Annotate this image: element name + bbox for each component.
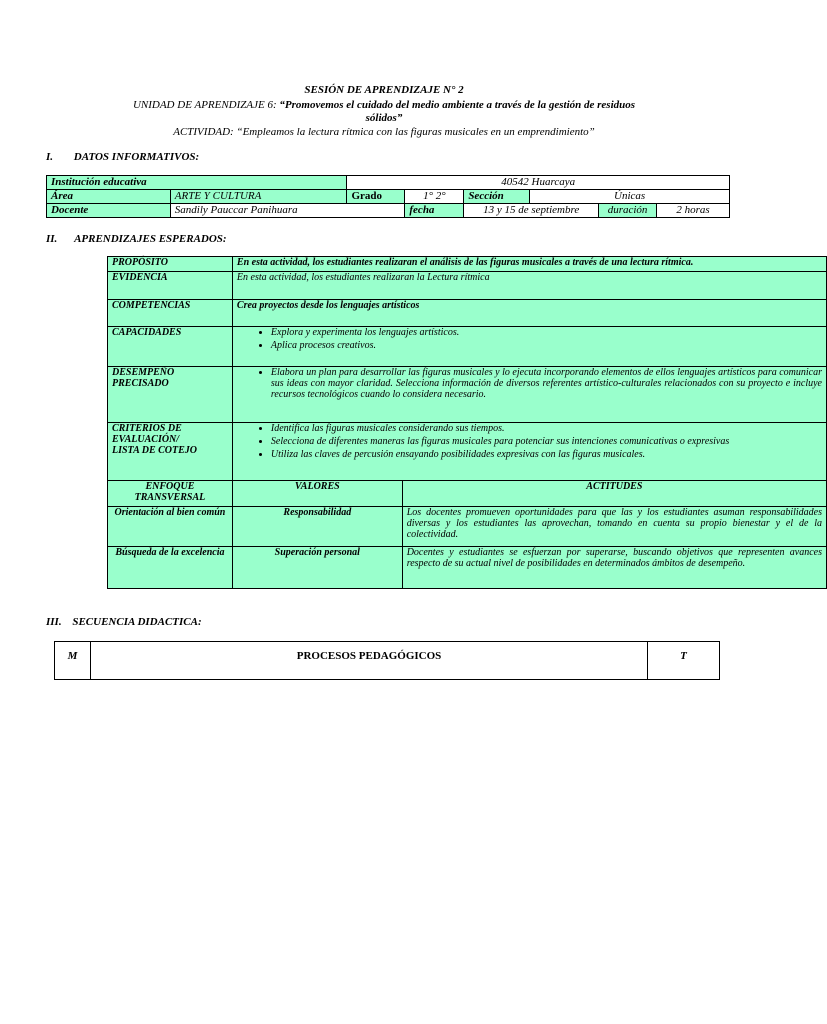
- docente-label: Docente: [47, 204, 171, 218]
- evidencia-value: En esta actividad, los estudiantes realizaran la Lectura rítmica: [232, 272, 826, 300]
- actitudes-header: ACTITUDES: [402, 481, 826, 507]
- evidencia-label: EVIDENCIA: [108, 272, 233, 300]
- unit-prefix: UNIDAD DE APRENDIZAJE 6:: [132, 99, 277, 111]
- valores-header: VALORES: [232, 481, 402, 507]
- competencias-label: COMPETENCIAS: [108, 300, 233, 327]
- desempeno-label-line: DESEMPEÑO: [112, 367, 175, 378]
- session-title: SESIÓN DE APRENDIZAJE N° 2: [304, 84, 464, 96]
- activity-name: “Empleamos la lectura rítmica con las figuras musicales en un emprendimiento”: [236, 126, 595, 138]
- fecha-value: 13 y 15 de septiembre: [464, 204, 599, 218]
- docente-value: Sandily Pauccar Panihuara: [170, 204, 405, 218]
- desempeno-cell: [232, 367, 826, 423]
- institution-value: 40542 Huarcaya: [347, 176, 730, 190]
- aprendizajes-wrapper: [107, 256, 822, 588]
- secuencia-table: [54, 641, 720, 680]
- activity-prefix: ACTIVIDAD:: [173, 126, 234, 138]
- enfoque-name: Orientación al bien común: [108, 507, 233, 547]
- desempeno-label: [108, 367, 233, 423]
- col-m-header: M: [55, 642, 91, 680]
- grado-value: 1° 2°: [405, 190, 464, 204]
- section-1-heading: [46, 151, 199, 163]
- enfoque-name: Búsqueda de la excelencia: [108, 547, 233, 589]
- capacidades-cell: [232, 327, 826, 367]
- section-2-heading: [46, 233, 227, 245]
- area-label: Área: [47, 190, 171, 204]
- section-3-heading: [46, 616, 202, 628]
- desempeno-value: • Elabora un plan para desarrollar las figuras musicales y lo ejecuta incorporando elementos de ellos lenguajes artísticos para comunicar sus ideas con mayor claridad. Selecciona información de diversos referentes artístico-culturales relacionados con su proyecto e incluye recursos tecnológicos cuando lo considera necesario.: [271, 367, 822, 400]
- proposito-value: En esta actividad, los estudiantes realizaran el análisis de las figuras musicales a través de una lectura rítmica.: [232, 257, 826, 272]
- capacidad-item: • Aplica procesos creativos.: [271, 340, 822, 351]
- criterios-label: [108, 423, 233, 481]
- section-1-title: DATOS INFORMATIVOS:: [73, 151, 200, 163]
- valor-name: Superación personal: [232, 547, 402, 589]
- criterios-label-line: EVALUACIÓN/: [112, 434, 180, 445]
- criterios-label-line: LISTA DE COTEJO: [112, 445, 198, 456]
- section-3-number: III.: [46, 616, 62, 628]
- duracion-value: 2 horas: [657, 204, 730, 218]
- actitud-text: Docentes y estudiantes se esfuerzan por superarse, buscando objetivos que representen avances respecto de su actual nivel de posibilidades en determinados ámbitos de desempeño.: [402, 547, 826, 589]
- col-t-header: T: [648, 642, 720, 680]
- seccion-value: Únicas: [530, 190, 730, 204]
- section-1-number: I.: [46, 151, 54, 163]
- seccion-label: Sección: [464, 190, 530, 204]
- proposito-label: PROPÓSITO: [108, 257, 233, 272]
- actitud-text: Los docentes promueven oportunidades para que las y los estudiantes asuman responsabilidades diversas y los estudiantes las aprovechan, tomando en cuenta su propio bienestar y el de la colectividad.: [402, 507, 826, 547]
- unit-name-cont: sólidos”: [365, 112, 403, 124]
- criterio-item: • Identifica las figuras musicales considerando sus tiempos.: [271, 423, 822, 434]
- section-2-title: APRENDIZAJES ESPERADOS:: [74, 233, 227, 245]
- area-value: ARTE Y CULTURA: [170, 190, 347, 204]
- unit-name: “Promovemos el cuidado del medio ambiente a través de la gestión de residuos: [279, 99, 636, 111]
- capacidades-label: CAPACIDADES: [108, 327, 233, 367]
- unit-line: [0, 99, 768, 111]
- activity-line: [0, 126, 768, 138]
- criterio-item: • Utiliza las claves de percusión ensayando posibilidades expresivas con las figuras musicales.: [271, 449, 822, 460]
- criterios-cell: [232, 423, 826, 481]
- duracion-label: duración: [599, 204, 657, 218]
- capacidad-item: • Explora y experimenta los lenguajes artísticos.: [271, 327, 822, 338]
- institution-label: Institución educativa: [47, 176, 347, 190]
- section-2-number: II.: [46, 233, 58, 245]
- desempeno-label-line: PRECISADO: [112, 378, 169, 389]
- valor-name: Responsabilidad: [232, 507, 402, 547]
- criterios-label-line: CRITERIOS DE: [112, 423, 182, 434]
- competencias-value: Crea proyectos desde los lenguajes artísticos: [232, 300, 826, 327]
- grado-label: Grado: [347, 190, 405, 204]
- fecha-label: fecha: [405, 204, 464, 218]
- datos-informativos-table: [46, 175, 730, 218]
- criterio-item: • Selecciona de diferentes maneras las figuras musicales para potenciar sus intenciones comunicativas o expresivas: [271, 436, 822, 447]
- section-3-title: SECUENCIA DIDACTICA:: [72, 616, 202, 628]
- aprendizajes-table: [107, 256, 827, 589]
- enfoque-header: ENFOQUE TRANSVERSAL: [108, 481, 233, 507]
- col-procesos-header: PROCESOS PEDAGÓGICOS: [90, 642, 647, 680]
